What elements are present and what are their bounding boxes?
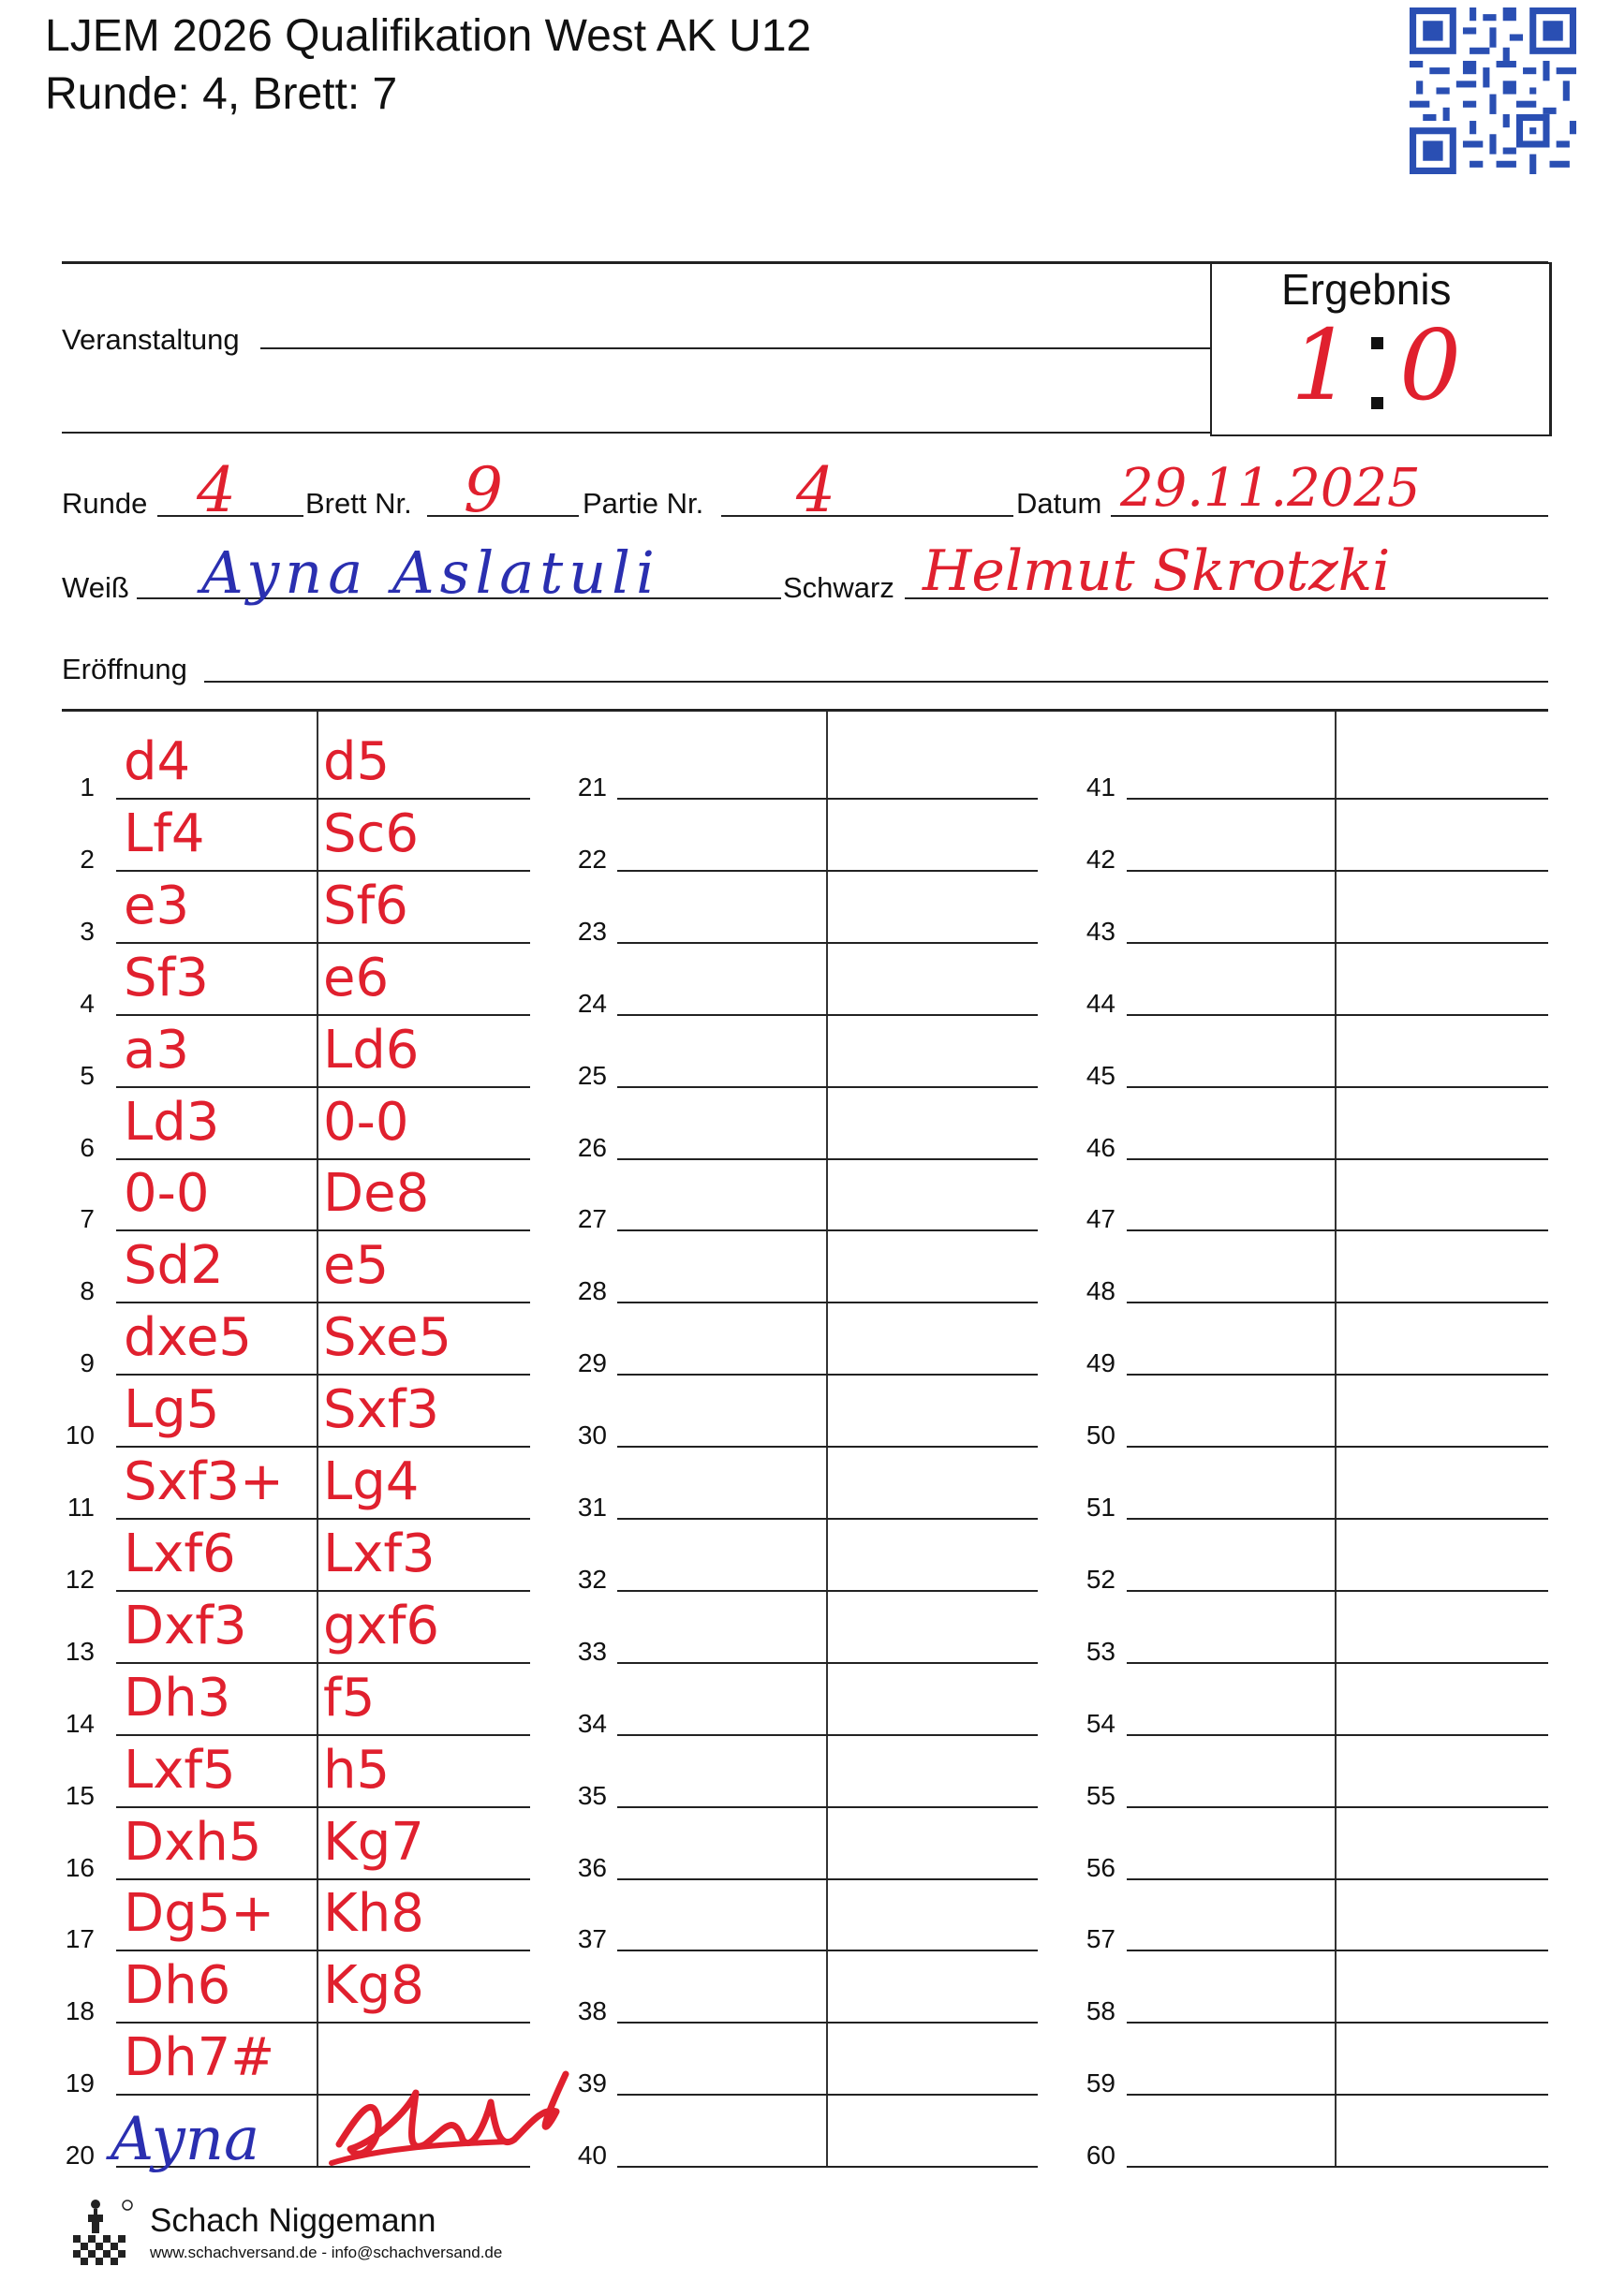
move-number: 53	[1086, 1636, 1115, 1666]
move-number: 3	[80, 916, 95, 946]
move-number: 15	[65, 1780, 95, 1810]
black-move: e6	[323, 947, 390, 1008]
move-number: 43	[1086, 916, 1115, 946]
move-number: 5	[80, 1060, 95, 1090]
white-move: Dg5+	[124, 1883, 275, 1945]
move-number: 37	[577, 1924, 607, 1954]
move-number: 32	[577, 1564, 607, 1594]
move-line	[116, 870, 530, 872]
veranstaltung-label: Veranstaltung	[62, 323, 240, 356]
white-move: a3	[124, 1019, 189, 1081]
veranstaltung-line	[260, 347, 1210, 349]
schwarz-label: Schwarz	[783, 571, 894, 604]
move-number: 27	[577, 1204, 607, 1234]
move-number: 9	[80, 1348, 95, 1378]
move-line	[617, 1374, 1038, 1376]
move-line	[1127, 1014, 1548, 1016]
footer-contact: www.schachversand.de - info@schachversand.de	[150, 2244, 503, 2261]
move-number: 7	[80, 1204, 95, 1234]
move-number: 34	[577, 1708, 607, 1738]
white-move: Dxh5	[124, 1811, 262, 1873]
move-number: 29	[577, 1348, 607, 1378]
move-number: 47	[1086, 1204, 1115, 1234]
footer-brand: Schach Niggemann	[150, 2202, 436, 2239]
move-number: 58	[1086, 1996, 1115, 2026]
partie-line	[721, 515, 1013, 517]
move-line	[116, 1229, 530, 1231]
move-number: 18	[65, 1996, 95, 2026]
move-line	[116, 942, 530, 944]
black-move: De8	[323, 1163, 430, 1225]
move-number: 24	[577, 988, 607, 1018]
move-line	[1127, 942, 1548, 944]
move-line	[1127, 1158, 1548, 1160]
move-number: 1	[80, 773, 95, 802]
move-number: 28	[577, 1276, 607, 1306]
move-number: 40	[577, 2141, 607, 2171]
white-move: 0-0	[124, 1163, 210, 1225]
move-line	[1127, 1734, 1548, 1736]
move-line	[116, 1734, 530, 1736]
move-number: 54	[1086, 1708, 1115, 1738]
move-number: 17	[65, 1924, 95, 1954]
black-move: Kh8	[323, 1883, 424, 1945]
move-number: 44	[1086, 988, 1115, 1018]
black-move: Sc6	[323, 802, 419, 864]
move-number: 16	[65, 1852, 95, 1882]
schwarz-player-name: Helmut Skrotzki	[923, 538, 1391, 604]
brett-value: 9	[464, 454, 503, 526]
move-line	[617, 1229, 1038, 1231]
move-line	[617, 1014, 1038, 1016]
move-column-divider	[826, 712, 828, 2166]
black-move: Sf6	[323, 875, 408, 936]
move-line	[1127, 2022, 1548, 2024]
move-line	[116, 1302, 530, 1303]
move-line	[617, 1662, 1038, 1664]
runde-label: Runde	[62, 487, 148, 520]
black-move: e5	[323, 1235, 390, 1297]
move-number: 11	[66, 1493, 95, 1522]
move-number: 22	[577, 844, 607, 874]
black-move: Kg7	[323, 1811, 424, 1873]
white-move: d4	[124, 731, 191, 792]
move-line	[1127, 1806, 1548, 1808]
move-number: 4	[80, 988, 95, 1018]
move-number: 49	[1086, 1348, 1115, 1378]
move-line	[1127, 1518, 1548, 1520]
move-table-top-rule	[62, 709, 1548, 712]
move-line	[1127, 1590, 1548, 1592]
move-line	[1127, 1878, 1548, 1880]
move-line	[116, 1878, 530, 1880]
move-number: 33	[577, 1636, 607, 1666]
move-line	[116, 1950, 530, 1951]
move-number: 56	[1086, 1852, 1115, 1882]
move-number: 39	[577, 2068, 607, 2098]
move-number: 38	[577, 1996, 607, 2026]
move-number: 46	[1086, 1132, 1115, 1162]
move-column-divider	[1335, 712, 1337, 2166]
move-number: 13	[65, 1636, 95, 1666]
move-line	[1127, 1446, 1548, 1448]
move-line	[617, 1590, 1038, 1592]
move-line	[1127, 2094, 1548, 2096]
move-number: 59	[1086, 2068, 1115, 2098]
black-move: gxf6	[323, 1595, 440, 1656]
white-move: Ld3	[124, 1091, 220, 1153]
eroeffnung-label: Eröffnung	[62, 653, 187, 685]
white-move: Sd2	[124, 1235, 224, 1297]
move-line	[116, 2022, 530, 2024]
move-line	[116, 1446, 530, 1448]
move-line	[617, 1734, 1038, 1736]
page-subtitle: Runde: 4, Brett: 7	[45, 69, 398, 119]
white-move: Dh6	[124, 1955, 231, 2017]
move-number: 45	[1086, 1060, 1115, 1090]
black-move: d5	[323, 731, 391, 792]
move-line	[617, 870, 1038, 872]
move-line	[116, 1014, 530, 1016]
move-line	[1127, 870, 1548, 872]
datum-value: 29.11.2025	[1120, 458, 1421, 519]
move-line	[617, 1158, 1038, 1160]
move-line	[1127, 2166, 1548, 2168]
move-number: 21	[577, 773, 607, 802]
move-number: 19	[65, 2068, 95, 2098]
move-line	[617, 1950, 1038, 1951]
white-move: Lf4	[124, 802, 205, 864]
move-number: 55	[1086, 1780, 1115, 1810]
move-line	[1127, 1374, 1548, 1376]
move-line	[1127, 1302, 1548, 1303]
move-number: 23	[577, 916, 607, 946]
qr-code-icon	[1410, 7, 1576, 174]
move-line	[1127, 1086, 1548, 1088]
move-line	[116, 1374, 530, 1376]
ergebnis-colon-dot-top	[1371, 337, 1383, 349]
white-move: Sf3	[124, 947, 209, 1008]
move-number: 12	[65, 1564, 95, 1594]
white-move: e3	[124, 875, 190, 936]
move-line	[116, 1806, 530, 1808]
move-number: 57	[1086, 1924, 1115, 1954]
move-line	[116, 1086, 530, 1088]
page-title: LJEM 2026 Qualifikation West AK U12	[45, 11, 812, 61]
move-number: 10	[65, 1420, 95, 1450]
white-move: Lxf5	[124, 1739, 236, 1801]
move-number: 30	[577, 1420, 607, 1450]
ergebnis-colon-dot-bottom	[1371, 397, 1383, 409]
move-line	[1127, 1662, 1548, 1664]
veranstaltung-bottom-rule	[62, 432, 1210, 434]
black-signature-scribble	[322, 2055, 584, 2177]
black-move: Sxf3	[323, 1379, 440, 1441]
move-number: 36	[577, 1852, 607, 1882]
move-number: 41	[1086, 773, 1115, 802]
move-line	[617, 2022, 1038, 2024]
white-move: Lxf6	[124, 1523, 236, 1584]
move-line	[617, 1518, 1038, 1520]
partie-label: Partie Nr.	[583, 487, 704, 520]
black-move: f5	[323, 1667, 376, 1729]
move-number: 25	[577, 1060, 607, 1090]
move-line	[617, 1446, 1038, 1448]
move-number: 42	[1086, 844, 1115, 874]
white-move: dxe5	[124, 1307, 253, 1369]
move-column-divider	[317, 712, 318, 2166]
move-line	[617, 942, 1038, 944]
move-line	[116, 1662, 530, 1664]
weiss-player-name: Ayna Aslatuli	[201, 538, 660, 607]
ergebnis-white-score: 1	[1291, 308, 1353, 422]
weiss-label: Weiß	[62, 571, 129, 604]
move-number: 20	[65, 2141, 95, 2171]
move-line	[1127, 1950, 1548, 1951]
ergebnis-label: Ergebnis	[1281, 265, 1452, 314]
move-line	[116, 1518, 530, 1520]
move-line	[617, 1302, 1038, 1303]
move-number: 48	[1086, 1276, 1115, 1306]
move-number: 31	[577, 1493, 607, 1522]
move-number: 14	[65, 1708, 95, 1738]
datum-label: Datum	[1016, 487, 1102, 520]
chess-pieces-logo-icon	[64, 2196, 135, 2271]
eroeffnung-line	[204, 681, 1548, 683]
move-number: 60	[1086, 2141, 1115, 2171]
brett-label: Brett Nr.	[305, 487, 412, 520]
black-move: Ld6	[323, 1019, 420, 1081]
move-line	[116, 1158, 530, 1160]
runde-value: 4	[197, 454, 236, 526]
move-line	[116, 1590, 530, 1592]
move-number: 35	[577, 1780, 607, 1810]
partie-value: 4	[796, 454, 835, 526]
move-number: 26	[577, 1132, 607, 1162]
black-move: Kg8	[323, 1955, 424, 2017]
white-move: Dh7#	[124, 2027, 275, 2089]
move-line	[617, 2166, 1038, 2168]
black-move: Lg4	[323, 1451, 420, 1512]
white-signature: Ayna	[111, 2105, 260, 2174]
black-move: Lxf3	[323, 1523, 436, 1584]
move-number: 6	[80, 1132, 95, 1162]
white-move: Dxf3	[124, 1595, 247, 1656]
move-line	[116, 798, 530, 800]
move-number: 50	[1086, 1420, 1115, 1450]
black-move: Sxe5	[323, 1307, 452, 1369]
white-move: Lg5	[124, 1379, 220, 1441]
black-move: 0-0	[323, 1091, 409, 1153]
move-line	[617, 1806, 1038, 1808]
move-number: 52	[1086, 1564, 1115, 1594]
move-line	[1127, 798, 1548, 800]
move-line	[617, 798, 1038, 800]
brett-line	[427, 515, 579, 517]
move-line	[617, 1878, 1038, 1880]
white-move: Dh3	[124, 1667, 231, 1729]
move-number: 8	[80, 1276, 95, 1306]
black-move: h5	[323, 1739, 391, 1801]
move-line	[617, 2094, 1038, 2096]
ergebnis-black-score: 0	[1399, 308, 1462, 422]
move-line	[617, 1086, 1038, 1088]
move-number: 2	[80, 844, 95, 874]
move-number: 51	[1086, 1493, 1115, 1522]
move-line	[1127, 1229, 1548, 1231]
white-move: Sxf3+	[124, 1451, 284, 1512]
